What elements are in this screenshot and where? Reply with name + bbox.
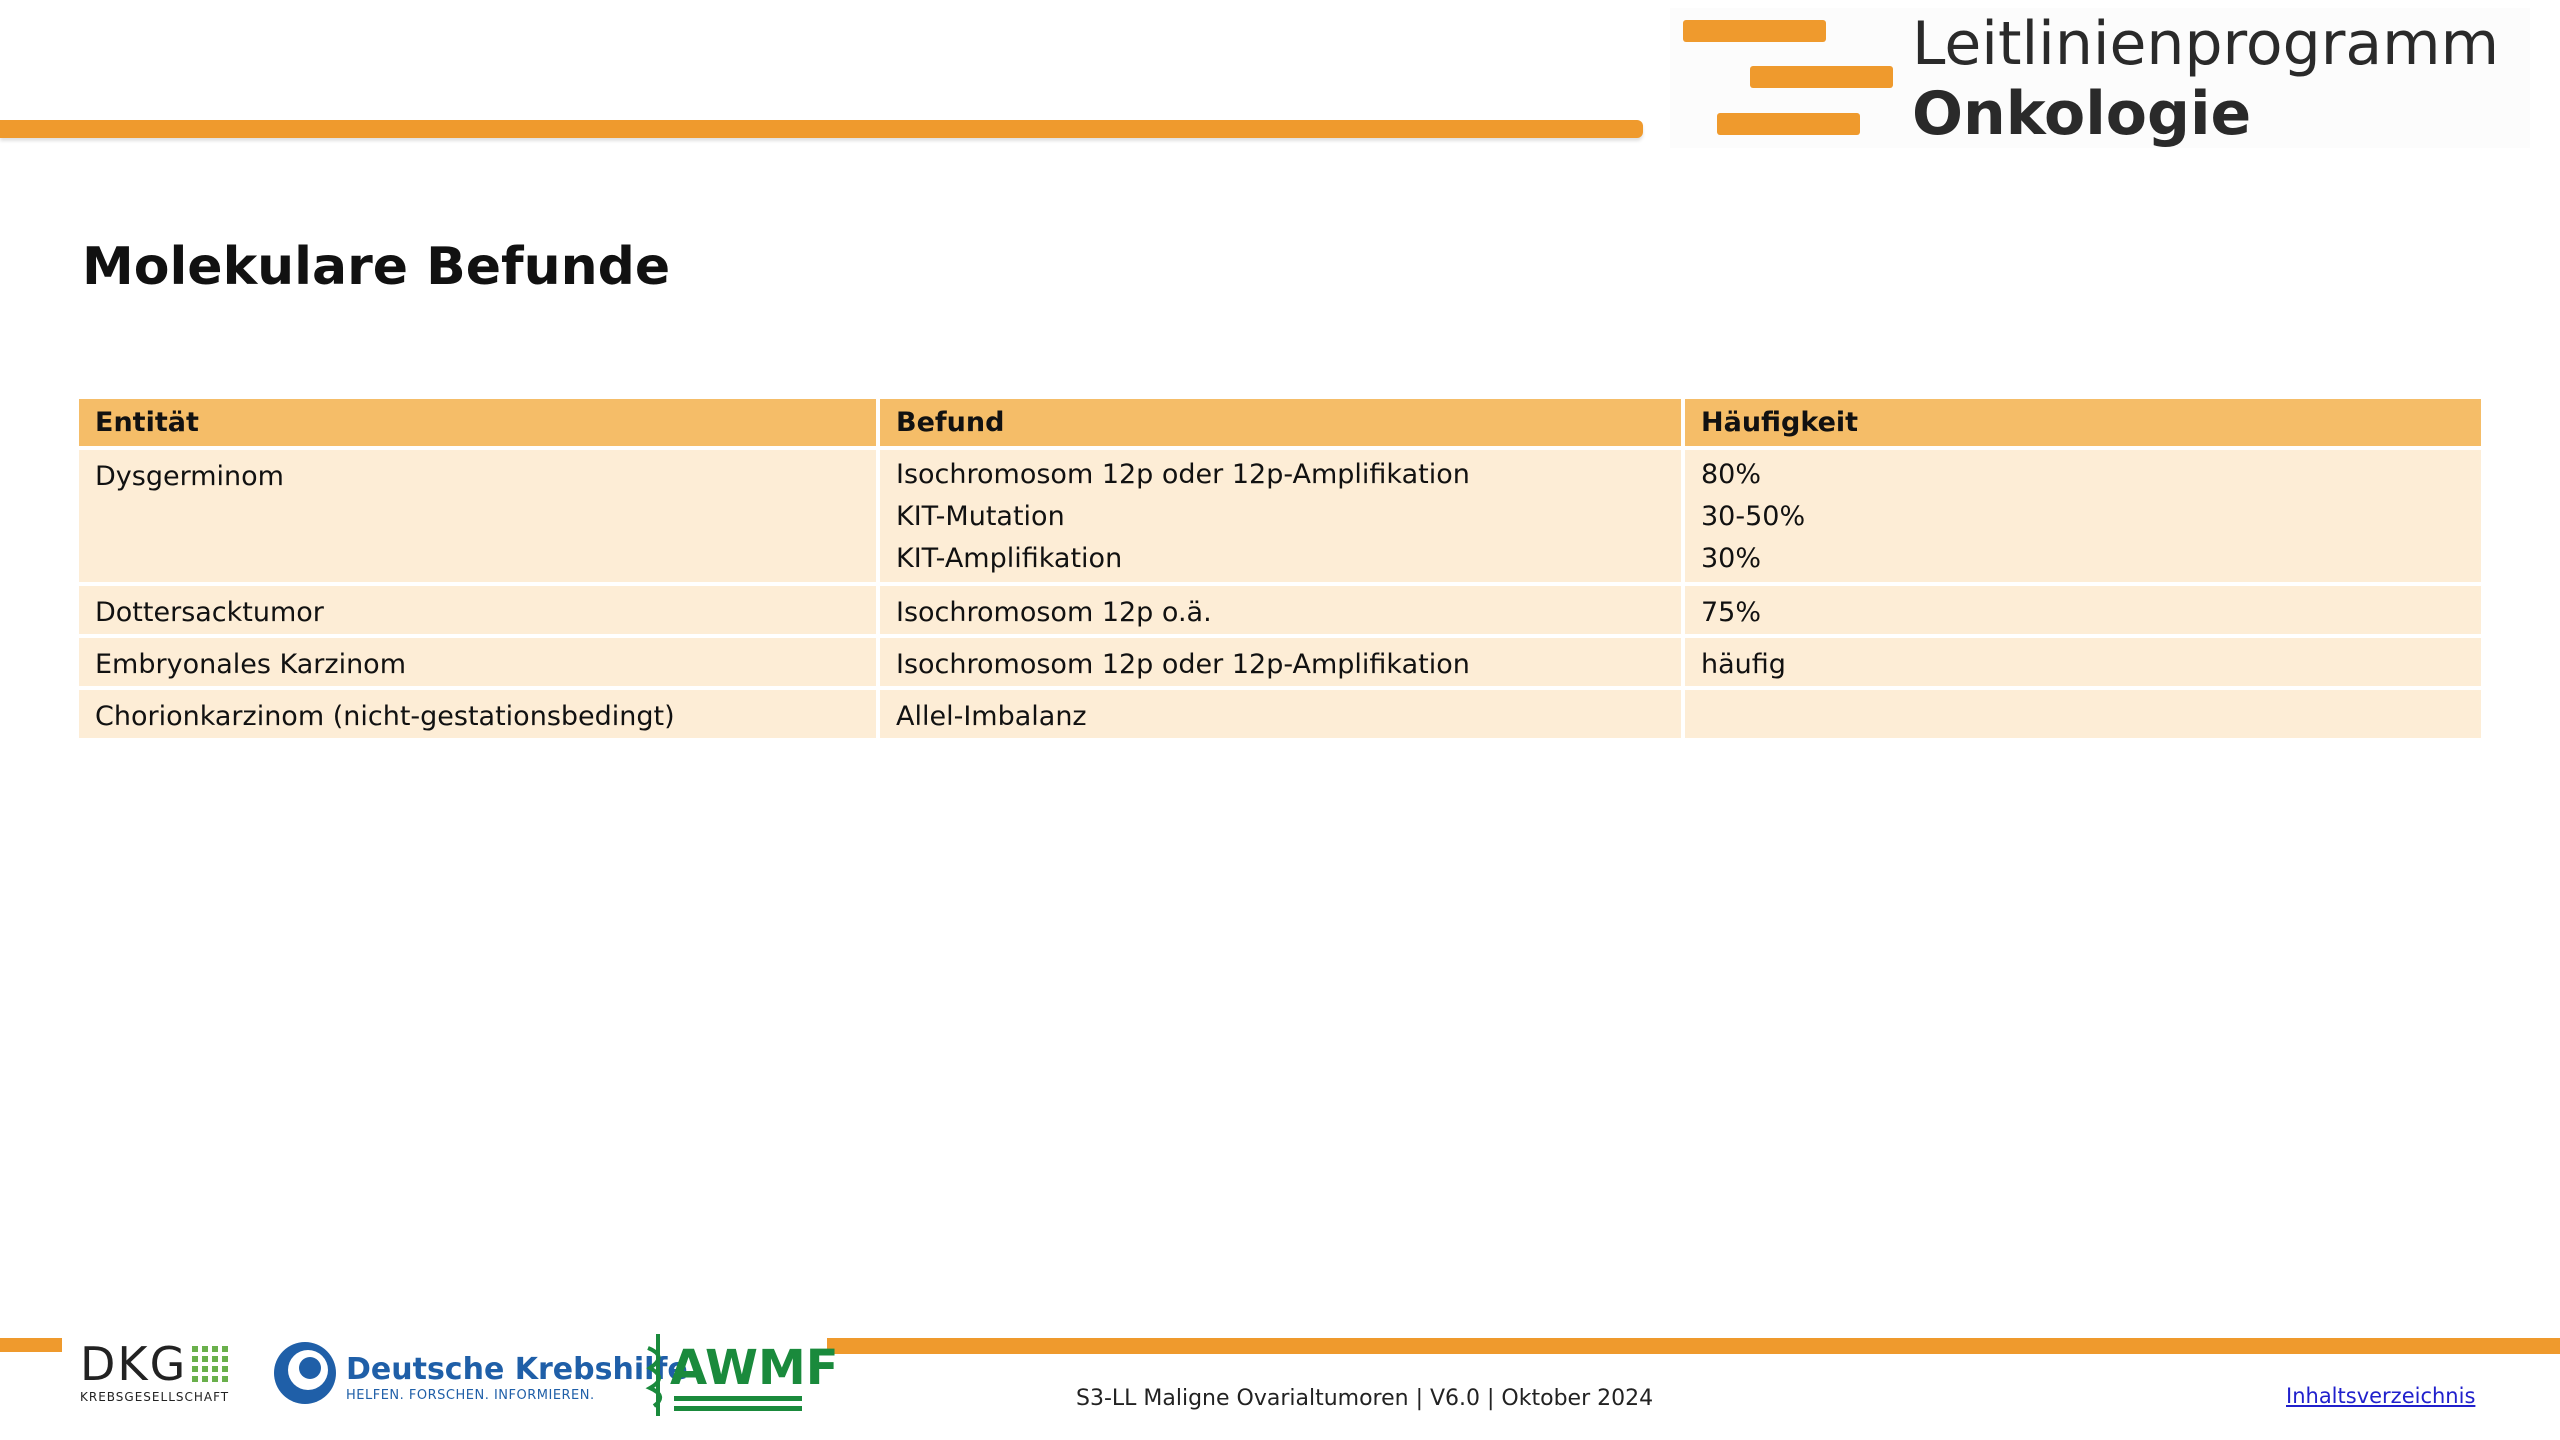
frequency-text: 75%	[1701, 597, 1762, 628]
column-header-entity: Entität	[79, 399, 876, 446]
deutsche-krebshilfe-logo	[272, 1338, 688, 1408]
finding-text: Allel-Imbalanz	[896, 701, 1087, 732]
page-title: Molekulare Befunde	[82, 237, 671, 297]
frequency-cell	[1685, 450, 2481, 582]
dkg-logo	[80, 1338, 240, 1408]
frequency-text: 30-50%	[1701, 501, 1806, 532]
frequency-text: häufig	[1701, 649, 1786, 680]
awmf-underline	[674, 1396, 802, 1401]
table-header-row	[79, 399, 2481, 446]
table-row	[79, 586, 2481, 634]
entity-cell	[79, 638, 876, 686]
column-header-frequency: Häufigkeit	[1685, 399, 2481, 446]
table-of-contents-link[interactable]: Inhaltsverzeichnis	[2286, 1384, 2476, 1408]
krebshilfe-logo-text: Deutsche Krebshilfe	[346, 1352, 688, 1387]
dkg-logo-subtitle: KREBSGESELLSCHAFT	[80, 1390, 230, 1404]
finding-cell	[880, 638, 1681, 686]
awmf-logo-text: AWMF	[670, 1340, 839, 1396]
brand-logo-bar	[1717, 113, 1860, 135]
finding-text: KIT-Mutation	[896, 501, 1065, 532]
entity-cell	[79, 450, 876, 582]
brand-logo-bar	[1750, 66, 1893, 88]
awmf-underline	[674, 1406, 802, 1411]
table-row	[79, 690, 2481, 738]
finding-cell	[880, 450, 1681, 582]
entity-cell	[79, 586, 876, 634]
findings-table	[75, 395, 2485, 742]
entity-label: Dysgerminom	[95, 461, 284, 492]
footer-accent-rule	[0, 1338, 62, 1352]
finding-text: Isochromosom 12p oder 12p-Amplifikation	[896, 459, 1470, 490]
frequency-cell	[1685, 586, 2481, 634]
header-accent-rule	[0, 120, 1643, 138]
krebshilfe-logo-subtitle: HELFEN. FORSCHEN. INFORMIEREN.	[346, 1388, 595, 1403]
krebshilfe-swirl-icon	[272, 1340, 338, 1406]
frequency-cell	[1685, 638, 2481, 686]
finding-text: KIT-Amplifikation	[896, 543, 1123, 574]
brand-name-line1: Leitlinienprogramm	[1912, 9, 2500, 79]
brand-logo-bar	[1683, 20, 1826, 42]
dkg-dot-grid-icon	[192, 1346, 232, 1386]
frequency-text: 30%	[1701, 543, 1762, 574]
finding-text: Isochromosom 12p o.ä.	[896, 597, 1212, 628]
finding-cell	[880, 690, 1681, 738]
finding-cell	[880, 586, 1681, 634]
entity-label: Embryonales Karzinom	[95, 649, 407, 680]
brand-name-line2: Onkologie	[1912, 79, 2252, 149]
entity-cell	[79, 690, 876, 738]
frequency-cell	[1685, 690, 2481, 738]
entity-label: Chorionkarzinom (nicht-gestationsbedingt)	[95, 701, 675, 732]
awmf-logo	[640, 1330, 839, 1420]
footer-accent-rule	[827, 1338, 2560, 1354]
table-row	[79, 450, 2481, 582]
footer-citation: S3-LL Maligne Ovarialtumoren | V6.0 | Oktober 2024	[1076, 1386, 1654, 1411]
frequency-text: 80%	[1701, 459, 1762, 490]
dkg-logo-text: DKG	[80, 1337, 188, 1391]
finding-text: Isochromosom 12p oder 12p-Amplifikation	[896, 649, 1470, 680]
entity-label: Dottersacktumor	[95, 597, 324, 628]
column-header-finding: Befund	[880, 399, 1681, 446]
table-row	[79, 638, 2481, 686]
